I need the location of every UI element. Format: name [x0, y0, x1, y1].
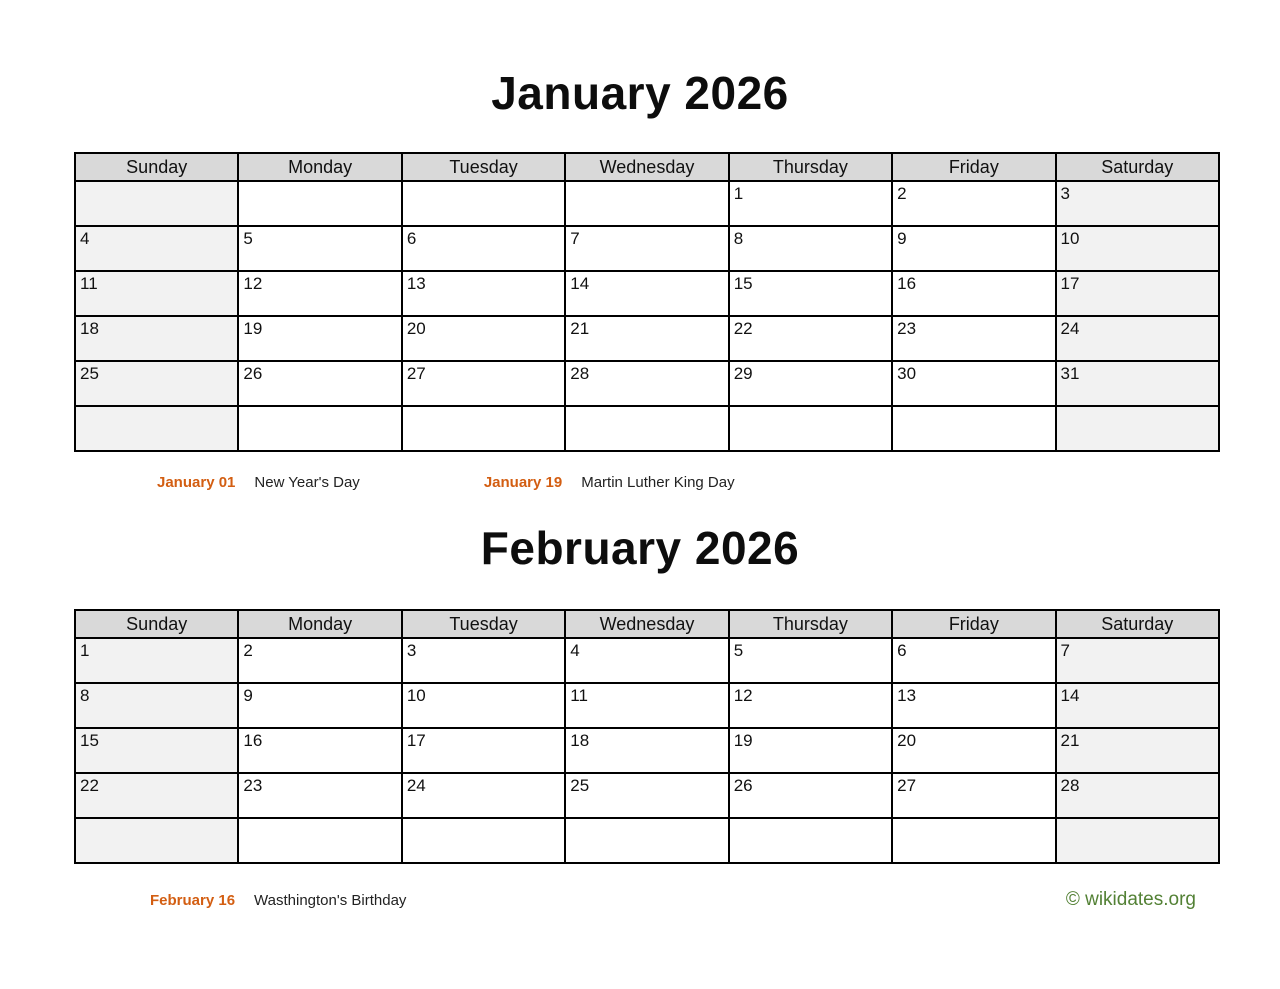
month-title-january: January 2026	[491, 67, 789, 119]
day-cell-23: 23	[238, 773, 401, 818]
wikidates-credit-link[interactable]: © wikidates.org	[1065, 889, 1196, 910]
day-cell-8: 8	[75, 683, 238, 728]
empty-day-cell	[1056, 818, 1219, 863]
day-header-sunday: Sunday	[75, 610, 238, 638]
day-cell-19: 19	[238, 316, 401, 361]
day-cell-30: 30	[892, 361, 1055, 406]
day-cell-13: 13	[402, 271, 565, 316]
day-cell-19: 19	[729, 728, 892, 773]
empty-day-cell	[892, 406, 1055, 451]
day-cell-28: 28	[565, 361, 728, 406]
january-calendar-table	[74, 152, 1220, 452]
day-cell-15: 15	[729, 271, 892, 316]
day-cell-9: 9	[238, 683, 401, 728]
holiday-item	[157, 474, 360, 491]
day-cell-3: 3	[1056, 181, 1219, 226]
day-cell-20: 20	[892, 728, 1055, 773]
empty-day-cell	[238, 818, 401, 863]
day-cell-16: 16	[238, 728, 401, 773]
holiday-date: January 01	[157, 474, 236, 491]
day-cell-1: 1	[75, 638, 238, 683]
day-header-saturday: Saturday	[1056, 153, 1219, 181]
day-cell-14: 14	[1056, 683, 1219, 728]
week-row	[75, 818, 1219, 863]
week-row	[75, 728, 1219, 773]
holiday-item	[150, 892, 406, 909]
week-row	[75, 773, 1219, 818]
week-row	[75, 638, 1219, 683]
day-cell-22: 22	[729, 316, 892, 361]
day-cell-22: 22	[75, 773, 238, 818]
day-cell-11: 11	[75, 271, 238, 316]
empty-day-cell	[238, 181, 401, 226]
week-row	[75, 316, 1219, 361]
empty-day-cell	[75, 406, 238, 451]
day-cell-2: 2	[238, 638, 401, 683]
day-cell-16: 16	[892, 271, 1055, 316]
holiday-name: Martin Luther King Day	[581, 474, 735, 491]
day-cell-8: 8	[729, 226, 892, 271]
day-header-row	[75, 610, 1219, 638]
day-cell-28: 28	[1056, 773, 1219, 818]
day-cell-17: 17	[402, 728, 565, 773]
day-cell-7: 7	[565, 226, 728, 271]
day-cell-24: 24	[402, 773, 565, 818]
month-title-february: February 2026	[480, 522, 800, 574]
holiday-date: January 19	[483, 474, 563, 491]
day-cell-2: 2	[892, 181, 1055, 226]
day-cell-3: 3	[402, 638, 565, 683]
february-holiday-list	[150, 892, 406, 909]
day-cell-27: 27	[892, 773, 1055, 818]
day-cell-12: 12	[729, 683, 892, 728]
empty-day-cell	[75, 181, 238, 226]
day-header-thursday: Thursday	[729, 610, 892, 638]
empty-day-cell	[892, 818, 1055, 863]
day-cell-25: 25	[565, 773, 728, 818]
day-cell-27: 27	[402, 361, 565, 406]
day-cell-4: 4	[565, 638, 728, 683]
day-header-sunday: Sunday	[75, 153, 238, 181]
day-cell-5: 5	[238, 226, 401, 271]
day-cell-24: 24	[1056, 316, 1219, 361]
day-header-friday: Friday	[892, 610, 1055, 638]
day-header-tuesday: Tuesday	[402, 610, 565, 638]
empty-day-cell	[75, 818, 238, 863]
empty-day-cell	[402, 406, 565, 451]
day-cell-26: 26	[238, 361, 401, 406]
day-cell-17: 17	[1056, 271, 1219, 316]
day-cell-6: 6	[402, 226, 565, 271]
day-header-row	[75, 153, 1219, 181]
empty-day-cell	[565, 181, 728, 226]
empty-day-cell	[238, 406, 401, 451]
week-row	[75, 226, 1219, 271]
day-cell-21: 21	[565, 316, 728, 361]
day-cell-31: 31	[1056, 361, 1219, 406]
day-cell-10: 10	[1056, 226, 1219, 271]
holiday-item	[484, 474, 735, 491]
day-cell-11: 11	[565, 683, 728, 728]
january-holiday-list	[157, 474, 735, 491]
day-cell-29: 29	[729, 361, 892, 406]
holiday-name: Wasthington's Birthday	[254, 892, 407, 909]
day-header-friday: Friday	[892, 153, 1055, 181]
week-row	[75, 406, 1219, 451]
day-cell-10: 10	[402, 683, 565, 728]
holiday-name: New Year's Day	[254, 474, 360, 491]
day-cell-26: 26	[729, 773, 892, 818]
week-row	[75, 361, 1219, 406]
day-cell-23: 23	[892, 316, 1055, 361]
february-calendar-table	[74, 609, 1220, 864]
day-cell-4: 4	[75, 226, 238, 271]
day-cell-21: 21	[1056, 728, 1219, 773]
day-cell-25: 25	[75, 361, 238, 406]
day-cell-12: 12	[238, 271, 401, 316]
day-header-monday: Monday	[238, 153, 401, 181]
day-cell-14: 14	[565, 271, 728, 316]
day-cell-9: 9	[892, 226, 1055, 271]
day-cell-5: 5	[729, 638, 892, 683]
day-cell-15: 15	[75, 728, 238, 773]
day-header-wednesday: Wednesday	[565, 610, 728, 638]
day-header-wednesday: Wednesday	[565, 153, 728, 181]
day-header-tuesday: Tuesday	[402, 153, 565, 181]
day-cell-13: 13	[892, 683, 1055, 728]
empty-day-cell	[402, 818, 565, 863]
day-cell-1: 1	[729, 181, 892, 226]
week-row	[75, 683, 1219, 728]
empty-day-cell	[729, 406, 892, 451]
day-cell-18: 18	[565, 728, 728, 773]
holiday-date: February 16	[150, 892, 236, 909]
empty-day-cell	[565, 406, 728, 451]
day-header-thursday: Thursday	[729, 153, 892, 181]
day-cell-20: 20	[402, 316, 565, 361]
week-row	[75, 181, 1219, 226]
week-row	[75, 271, 1219, 316]
day-cell-7: 7	[1056, 638, 1219, 683]
empty-day-cell	[729, 818, 892, 863]
day-header-saturday: Saturday	[1056, 610, 1219, 638]
day-cell-6: 6	[892, 638, 1055, 683]
empty-day-cell	[565, 818, 728, 863]
day-cell-18: 18	[75, 316, 238, 361]
empty-day-cell	[402, 181, 565, 226]
day-header-monday: Monday	[238, 610, 401, 638]
empty-day-cell	[1056, 406, 1219, 451]
